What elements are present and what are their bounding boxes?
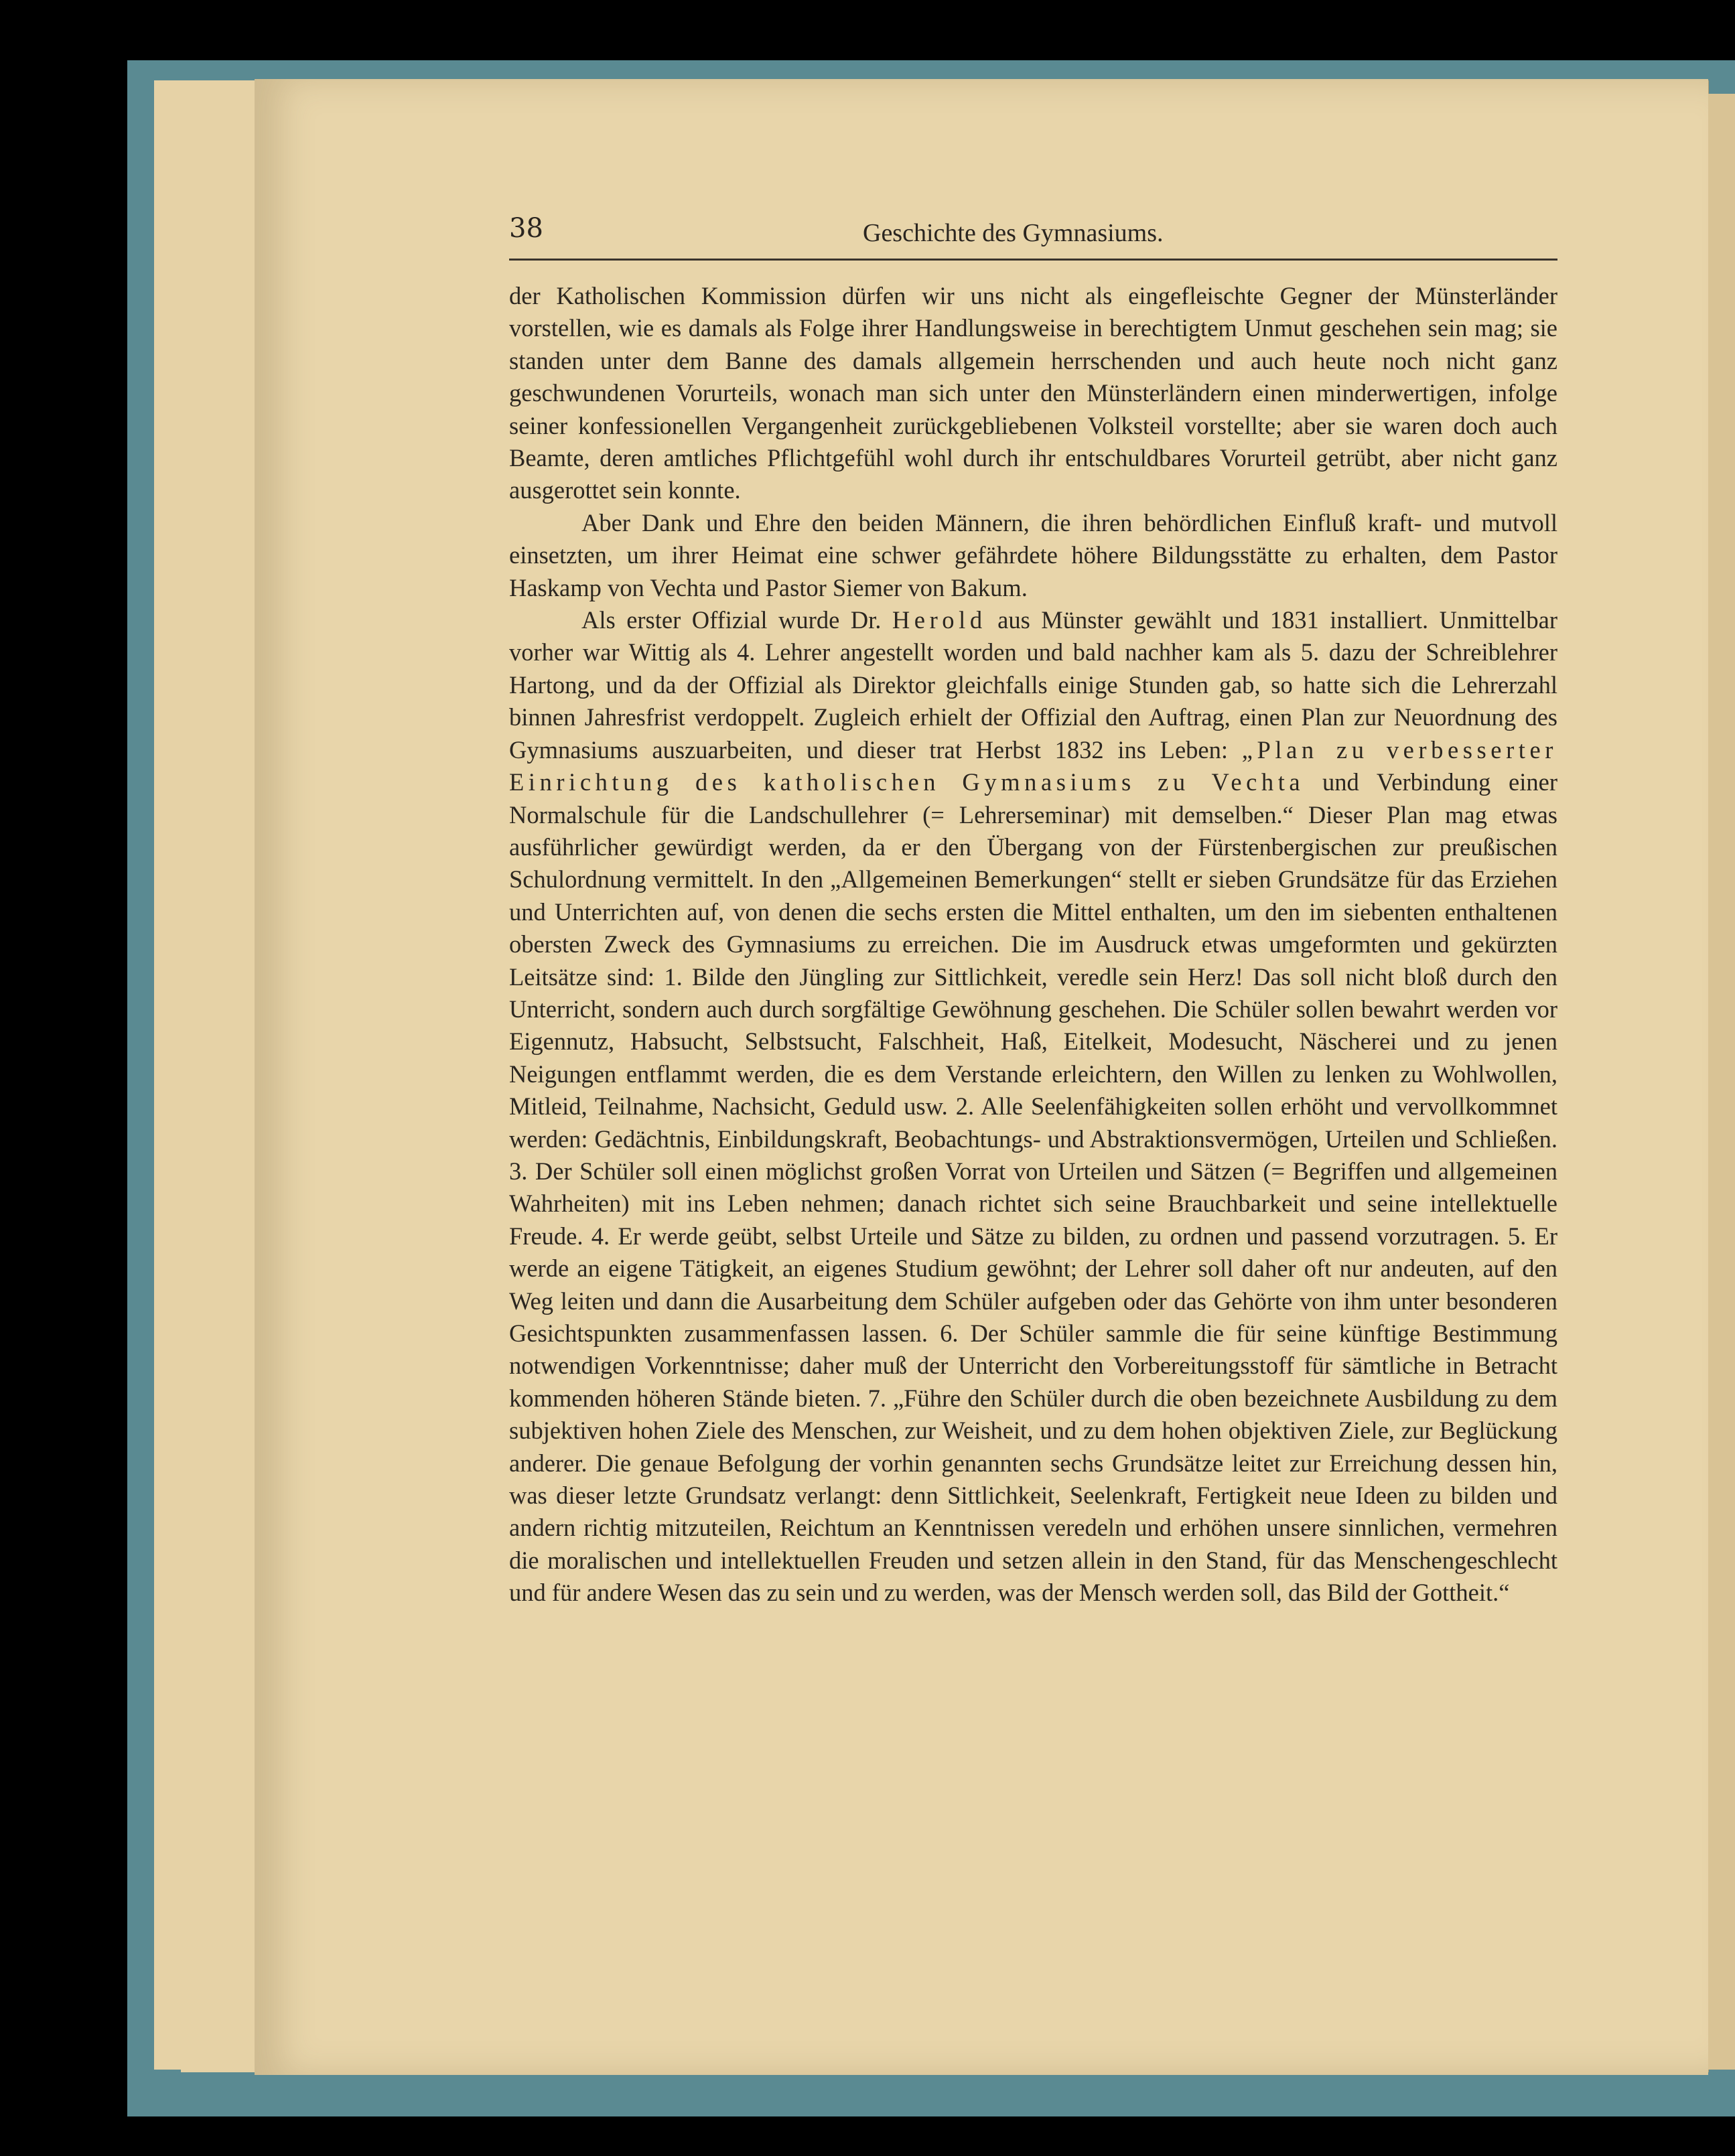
facing-page-edge <box>1708 94 1735 2070</box>
text-run: Als erster Offizial wurde Dr. <box>581 606 882 634</box>
page-number: 38 <box>509 213 543 244</box>
header-rule <box>509 259 1557 261</box>
name-herold: Herold <box>892 606 987 634</box>
text-run: und Verbindung einer Normalschule für die Landschullehrer (= Lehrerseminar) mit demselben.“ Dieser Plan mag etwas ausführlicher gewürdigt werden, da er den Übergang von der Fürstenbergischen zur preußischen Schulordnung vermittelt. In den „Allgemeinen Bemerkungen“ stellt er sieben Grundsätze für das Erziehen und Unterrichten auf, von denen die sechs ersten die Mittel enthalten, um den im siebenten enthaltenen obersten Zweck des Gymnasiums zu erreichen. Die im Ausdruck etwas umgeformten und gekürzten Leitsätze sind: 1. Bilde den Jüngling zur Sittlichkeit, veredle sein Herz! Das soll nicht bloß durch den Unterricht, sondern auch durch sorgfältige Gewöhnung geschehen. Die Schüler sollen bewahrt werden vor Eigennutz, Habsucht, Selbstsucht, Falschheit, Haß, Eitelkeit, Modesucht, Näscherei und zu jenen Neigungen entflammt werden, die es dem Verstande erleichtern, den Willen zu lenken zu Wohlwollen, Mitleid, Teilnahme, Nachsicht, Geduld usw. 2. Alle Seelenfähigkeiten sollen erhöht und vervollkommnet werden: Gedächtnis, Einbildungskraft, Beobachtungs- und Abstraktionsvermögen, Urteilen und Schließen. 3. Der Schüler soll einen möglichst großen Vorrat von Urteilen und Sätzen (= Begriffen und allgemeinen Wahrheiten) mit ins Leben nehmen; danach richtet sich seine Brauchbarkeit und seine intellektuelle Freude. 4. Er werde geübt, selbst Urteile und Sätze zu bilden, zu ordnen und passend vorzutragen. 5. Er werde an eigene Tätigkeit, an eigenes Studium gewöhnt; der Lehrer soll daher oft nur andeuten, auf den Weg leiten und dann die Ausarbeitung dem Schüler aufgeben oder das Gehörte von ihm unter besonderen Gesichtspunkten zusammenfassen lassen. 6. Der Schüler sammle die für seine künftige Bestimmung notwendigen Vorkenntnisse; daher muß der Unterricht den Vorbereitungsstoff für sämtliche in Betracht kommenden höheren Stände bieten. 7. „Führe den Schüler durch die oben bezeichnete Ausbildung zu dem subjektiven hohen Ziele des Menschen, zur Weisheit, und zu dem hohen objektiven Ziele, zur Beglückung anderer. Die genaue Befolgung der vorhin genannten sechs Grundsätze leitet zur Erreichung dessen hin, was dieser letzte Grundsatz verlangt: denn Sittlichkeit, Seelenkraft, Fertigkeit neue Ideen zu bilden und andern richtig mitzuteilen, Reichtum an Kenntnissen veredeln und erhöhen unsere sinnlichen, vermehren die moralischen und intellektuellen Freuden und setzen allein in den Stand, für das Menschengeschlecht und für andere Wesen das zu sein und zu werden, was der Mensch werden soll, das Bild der Gottheit.“ <box>509 768 1558 1607</box>
paragraph: Aber Dank und Ehre den beiden Männern, die ihren behördlichen Einfluß kraft- und mutvoll einsetzten, um ihrer Heimat eine schwer gefährdete höhere Bildungsstätte zu erhalten, dem Pastor Haskamp von Vechta und Pastor Siemer von Bakum. <box>509 508 1557 601</box>
paragraph <box>509 604 1557 1609</box>
paragraph: der Katholischen Kommission dürfen wir uns nicht als eingefleischte Gegner der Münsterländer vorstellen, wie es damals als Folge ihrer Handlungsweise in berechtigtem Unmut geschehen sein mag; sie standen unter dem Banne des damals allgemein herrschenden und auch heute noch nicht ganz geschwundenen Vorurteils, wonach man sich unter den Münsterländern einen minderwertigen, infolge seiner konfessionellen Vergangenheit zurückgebliebenen Volksteil vorstellte; aber sie waren doch auch Beamte, deren amtliches Pflichtgefühl wohl durch ihr entschuldbares Vorurteil getrübt, aber nicht ganz ausgerottet sein konnte. <box>509 282 1557 504</box>
running-title: Geschichte des Gymnasiums. <box>863 219 1164 247</box>
page-header <box>509 213 1557 260</box>
text-run: aus Münster gewählt und 1831 installiert. Unmittelbar vorher war Wittig als 4. Lehrer angestellt worden und bald nachher kam als 5. dazu der Schreiblehrer Hartong, und da der Offizial als Direktor gleichfalls einige Stunden gab, so hatte sich die Lehrerzahl binnen Jahresfrist verdoppelt. Zugleich erhielt der Offizial den Auftrag, einen Plan zur Neuordnung des Gymnasiums auszuarbeiten, und dieser trat Herbst 1832 ins Leben: <box>509 606 1558 764</box>
body-text <box>509 280 1557 1609</box>
plan-title: „Plan zu verbesserter Einrichtung des katholischen Gymnasiums zu Vechta <box>509 735 1557 796</box>
